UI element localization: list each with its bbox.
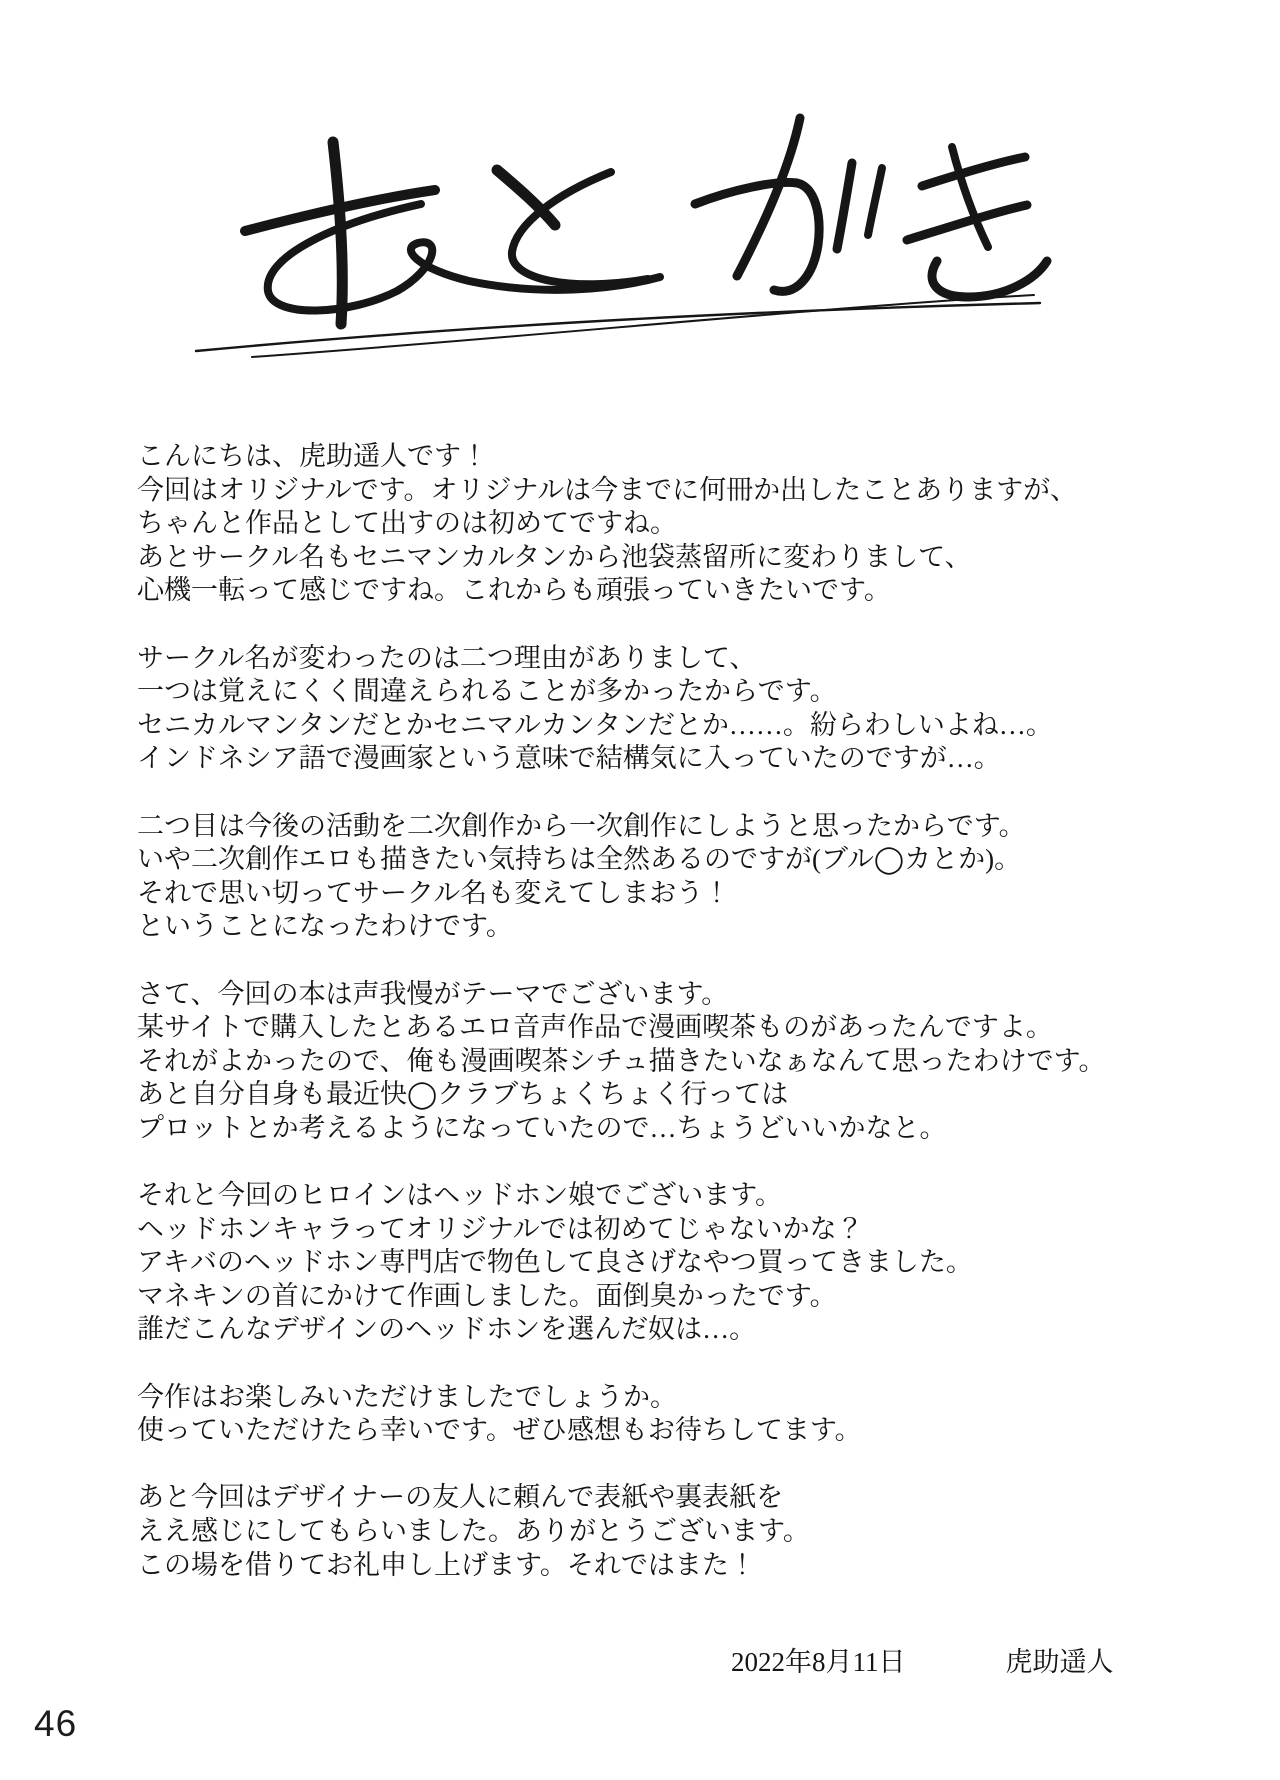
paragraph: [137, 440, 1187, 608]
text-line: ええ感じにしてもらいました。ありがとうございます。: [137, 1516, 810, 1546]
publish-date: 2022年8月11日: [731, 1647, 906, 1677]
text-line: 今回はオリジナルです。オリジナルは今までに何冊か出したことありますが、: [137, 474, 1078, 505]
text-line: ちゃんと作品として出すのは初めてですね。: [137, 508, 677, 539]
text-line: この場を借りてお礼申し上げます。それではまた！: [137, 1549, 756, 1580]
text-line: いや二次創作エロも描きたい気持ちは全然あるのですが(ブル◯カとか)。: [137, 844, 1022, 875]
text-line: 心機一転って感じですね。これからも頑張っていきたいです。: [137, 575, 891, 606]
text-line: それと今回のヒロインはヘッドホン娘でございます。: [137, 1180, 783, 1211]
text-line: ヘッドホンキャラってオリジナルでは初めてじゃないかな？: [137, 1213, 864, 1244]
text-line: 二つ目は今後の活動を二次創作から一次創作にしようと思ったからです。: [137, 810, 1026, 841]
paragraph: [137, 1481, 1187, 1582]
text-line: こんにちは、虎助遥人です！: [137, 441, 488, 471]
paragraph: [137, 642, 1187, 776]
text-line: あと自分自身も最近快◯クラブちょくちょく行っては: [137, 1079, 789, 1110]
text-line: 一つは覚えにくく間違えられることが多かったからです。: [137, 676, 837, 707]
text-line: 今作はお楽しみいただけましたでしょうか。: [137, 1381, 677, 1412]
text-line: セニカルマンタンだとかセニマルカンタンだとか……。紛らわしいよね…。: [137, 709, 1053, 740]
text-line: アキバのヘッドホン専門店で物色して良さげなやつ買ってきました。: [137, 1247, 973, 1278]
text-line: インドネシア語で漫画家という意味で結構気に入っていたのですが…。: [137, 743, 1001, 774]
title-calligraphy: [0, 0, 1280, 400]
paragraph: [137, 810, 1187, 944]
text-line: それで思い切ってサークル名も変えてしまおう！: [137, 877, 731, 908]
text-line: サークル名が変わったのは二つ理由がありまして、: [137, 642, 757, 673]
signature-line: [731, 1645, 1114, 1679]
text-line: 使っていただけたら幸いです。ぜひ感想もお待ちしてます。: [137, 1415, 862, 1446]
author-name: 虎助遥人: [1005, 1647, 1114, 1677]
text-line: あとサークル名もセニマンカルタンから池袋蒸留所に変わりまして、: [137, 541, 972, 572]
text-line: マネキンの首にかけて作画しました。面倒臭かったです。: [137, 1280, 837, 1311]
paragraph: [137, 1381, 1187, 1448]
paragraph: [137, 1179, 1187, 1347]
body-text: [137, 440, 1187, 1582]
page-number: 46: [34, 1703, 78, 1744]
text-line: さて、今回の本は声我慢がテーマでございます。: [137, 978, 729, 1009]
paragraph: [137, 978, 1187, 1146]
text-line: 某サイトで購入したとあるエロ音声作品で漫画喫茶ものがあったんですよ。: [137, 1012, 1053, 1043]
text-line: ということになったわけです。: [137, 911, 513, 942]
text-line: プロットとか考えるようになっていたので…ちょうどいいかなと。: [137, 1112, 947, 1143]
text-line: 誰だこんなデザインのヘッドホンを選んだ奴は…。: [137, 1314, 757, 1345]
text-line: あと今回はデザイナーの友人に頼んで表紙や裏表紙を: [137, 1482, 784, 1513]
text-line: それがよかったので、俺も漫画喫茶シチュ描きたいなぁなんて思ったわけです。: [137, 1045, 1106, 1076]
